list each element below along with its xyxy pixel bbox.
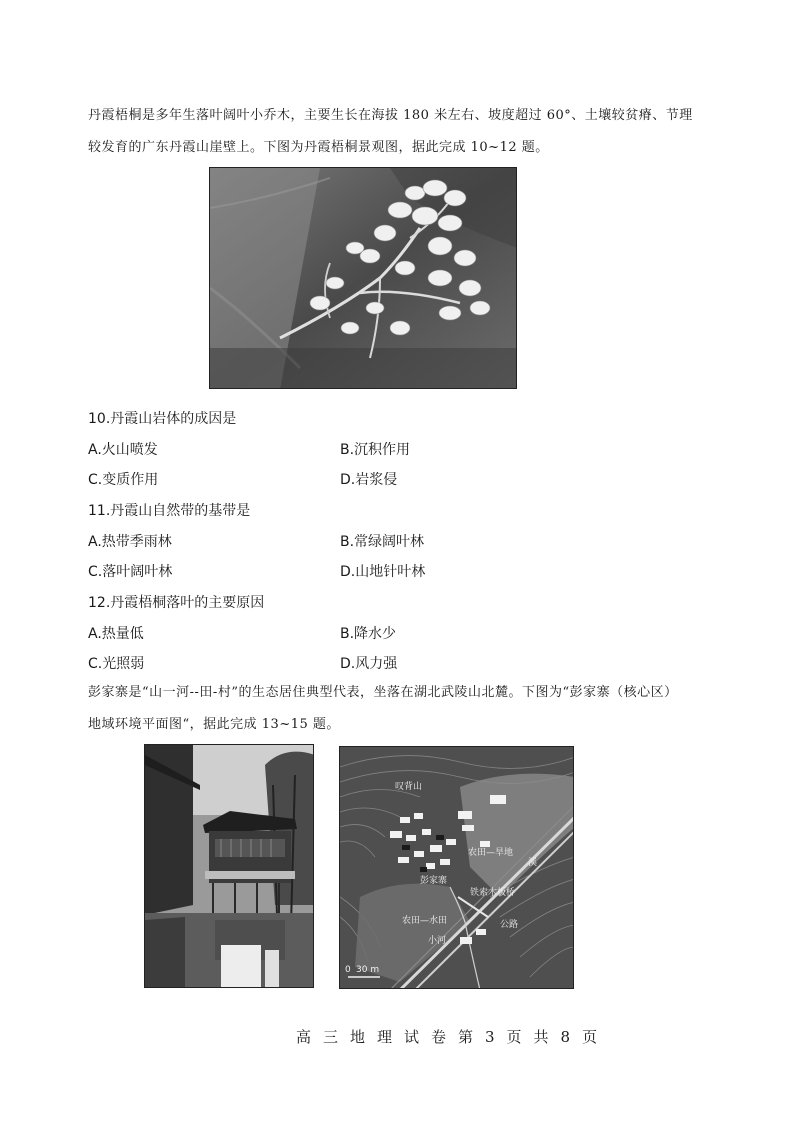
question-12-option-b[interactable]: B.降水少 (340, 626, 397, 642)
question-10-option-c[interactable]: C.变质作用 (88, 472, 159, 488)
stilt-house-photo (144, 744, 314, 988)
question-10-option-b[interactable]: B.沉积作用 (340, 442, 411, 458)
question-11-option-d[interactable]: D.山地针叶林 (340, 564, 426, 580)
label-mountain: 叹背山 (395, 782, 423, 792)
label-road: 公路 (500, 920, 519, 930)
page-footer: 高三地理试卷第3页共8页 (296, 1028, 610, 1046)
question-11-option-b[interactable]: B.常绿阔叶林 (340, 534, 425, 550)
label-stream: 小河 (428, 936, 447, 946)
danxia-wutong-photo (209, 167, 517, 389)
label-bridge: 铁索木板桥 (470, 888, 516, 898)
question-10-option-d[interactable]: D.岩浆侵 (340, 472, 398, 488)
question-10-option-a[interactable]: A.火山喷发 (88, 442, 158, 458)
question-11-option-a[interactable]: A.热带季雨林 (88, 534, 172, 550)
village-environment-map (339, 746, 574, 989)
intro-paragraph-1-line-2: 较发育的广东丹霞山崖壁上。下图为丹霞梧桐景观图，据此完成 10~12 题。 (88, 140, 549, 155)
intro-paragraph-2-line-1: 彭家寨是“山一河--田-村”的生态居住典型代表，坐落在湖北武陵山北麓。下图为“彭家寨（核心区） (88, 685, 678, 700)
question-12-stem: 12.丹霞梧桐落叶的主要原因 (88, 595, 265, 611)
label-dry-field: 农田—旱地 (468, 848, 514, 858)
question-12-option-a[interactable]: A.热量低 (88, 626, 144, 642)
scale-zero-label: 0 (345, 965, 351, 975)
intro-paragraph-2-line-2: 地域环境平面图“，据此完成 13~15 题。 (88, 717, 340, 732)
label-village: 彭家寨 (420, 876, 448, 886)
label-paddy-field: 农田—水田 (402, 916, 448, 926)
scale-value-label: 30 m (356, 965, 380, 975)
intro-paragraph-1-line-1: 丹霞梧桐是多年生落叶阔叶小乔木，主要生长在海拔 180 米左右、坡度超过 60°、土壤较贫瘠、节理 (88, 108, 693, 123)
question-11-stem: 11.丹霞山自然带的基带是 (88, 503, 251, 519)
question-12-option-d[interactable]: D.风力强 (340, 656, 398, 672)
question-10-stem: 10.丹霞山岩体的成因是 (88, 411, 237, 427)
question-11-option-c[interactable]: C.落叶阔叶林 (88, 564, 173, 580)
question-12-option-c[interactable]: C.光照弱 (88, 656, 145, 672)
label-river: 溪 (528, 858, 538, 868)
